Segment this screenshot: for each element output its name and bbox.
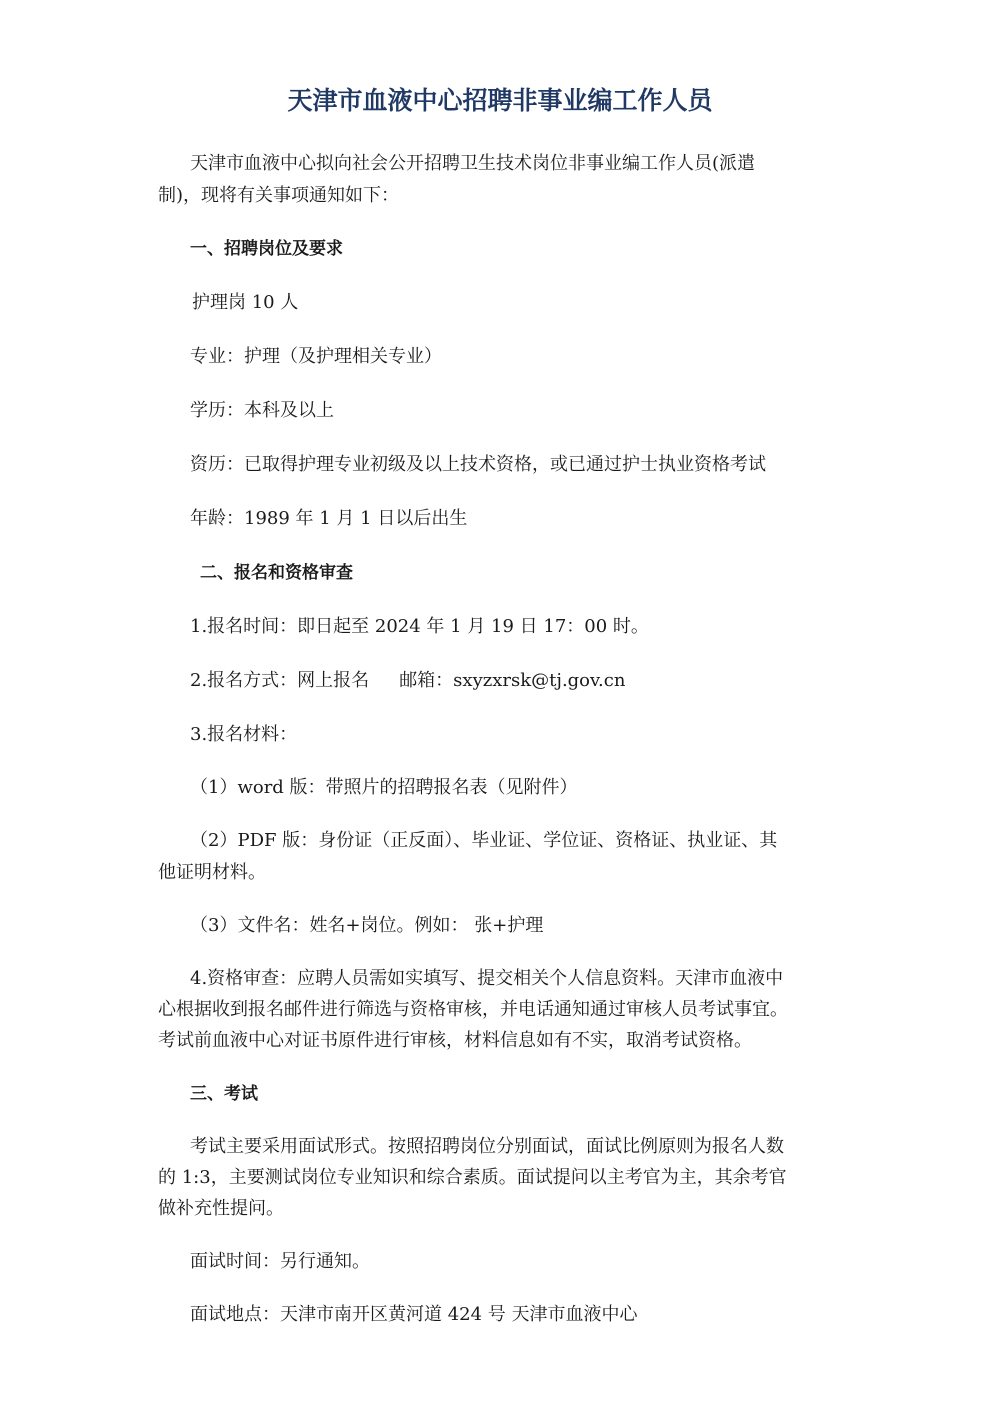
- materials-item-3: （3）文件名：姓名+岗位。例如： 张+护理: [190, 915, 544, 936]
- materials-item-2-line-1: （2）PDF 版：身份证（正反面）、毕业证、学位证、资格证、执业证、其: [190, 830, 778, 851]
- review-line-3: 考试前血液中心对证书原件进行审核，材料信息如有不实，取消考试资格。: [158, 1030, 752, 1051]
- page-title: 天津市血液中心招聘非事业编工作人员: [287, 86, 713, 115]
- qualification-line: 资历：已取得护理专业初级及以上技术资格，或已通过护士执业资格考试: [190, 454, 766, 475]
- position-line: 护理岗 10 人: [192, 292, 299, 313]
- registration-method: 2.报名方式：网上报名: [190, 670, 370, 691]
- exam-desc-line-3: 做补充性提问。: [158, 1198, 284, 1219]
- registration-time: 1.报名时间：即日起至 2024 年 1 月 19 日 17：00 时。: [190, 616, 649, 637]
- section-2-heading: 二、报名和资格审查: [200, 563, 353, 583]
- interview-time: 面试时间：另行通知。: [190, 1251, 370, 1272]
- interview-place: 面试地点：天津市南开区黄河道 424 号 天津市血液中心: [190, 1304, 638, 1325]
- materials-item-1: （1）word 版：带照片的招聘报名表（见附件）: [190, 777, 578, 798]
- materials-heading: 3.报名材料：: [190, 724, 298, 745]
- exam-desc-line-2: 的 1:3，主要测试岗位专业知识和综合素质。面试提问以主考官为主，其余考官: [158, 1167, 787, 1188]
- materials-item-2-line-2: 他证明材料。: [158, 862, 266, 883]
- registration-email[interactable]: 邮箱：sxyzxrsk@tj.gov.cn: [399, 670, 626, 691]
- review-line-2: 心根据收到报名邮件进行筛选与资格审核，并电话通知通过审核人员考试事宜。: [158, 999, 788, 1020]
- section-1-heading: 一、招聘岗位及要求: [190, 239, 343, 259]
- review-line-1: 4.资格审查：应聘人员需如实填写、提交相关个人信息资料。天津市血液中: [190, 968, 784, 989]
- age-line: 年龄：1989 年 1 月 1 日以后出生: [190, 508, 468, 529]
- intro-line-1: 天津市血液中心拟向社会公开招聘卫生技术岗位非事业编工作人员(派遣: [190, 153, 756, 174]
- intro-line-2: 制)，现将有关事项通知如下：: [158, 185, 400, 206]
- major-line: 专业：护理（及护理相关专业）: [190, 346, 442, 367]
- section-3-heading: 三、考试: [190, 1084, 258, 1104]
- registration-method-line: [190, 668, 625, 694]
- education-line: 学历：本科及以上: [190, 400, 334, 421]
- exam-desc-line-1: 考试主要采用面试形式。按照招聘岗位分别面试，面试比例原则为报名人数: [190, 1136, 784, 1157]
